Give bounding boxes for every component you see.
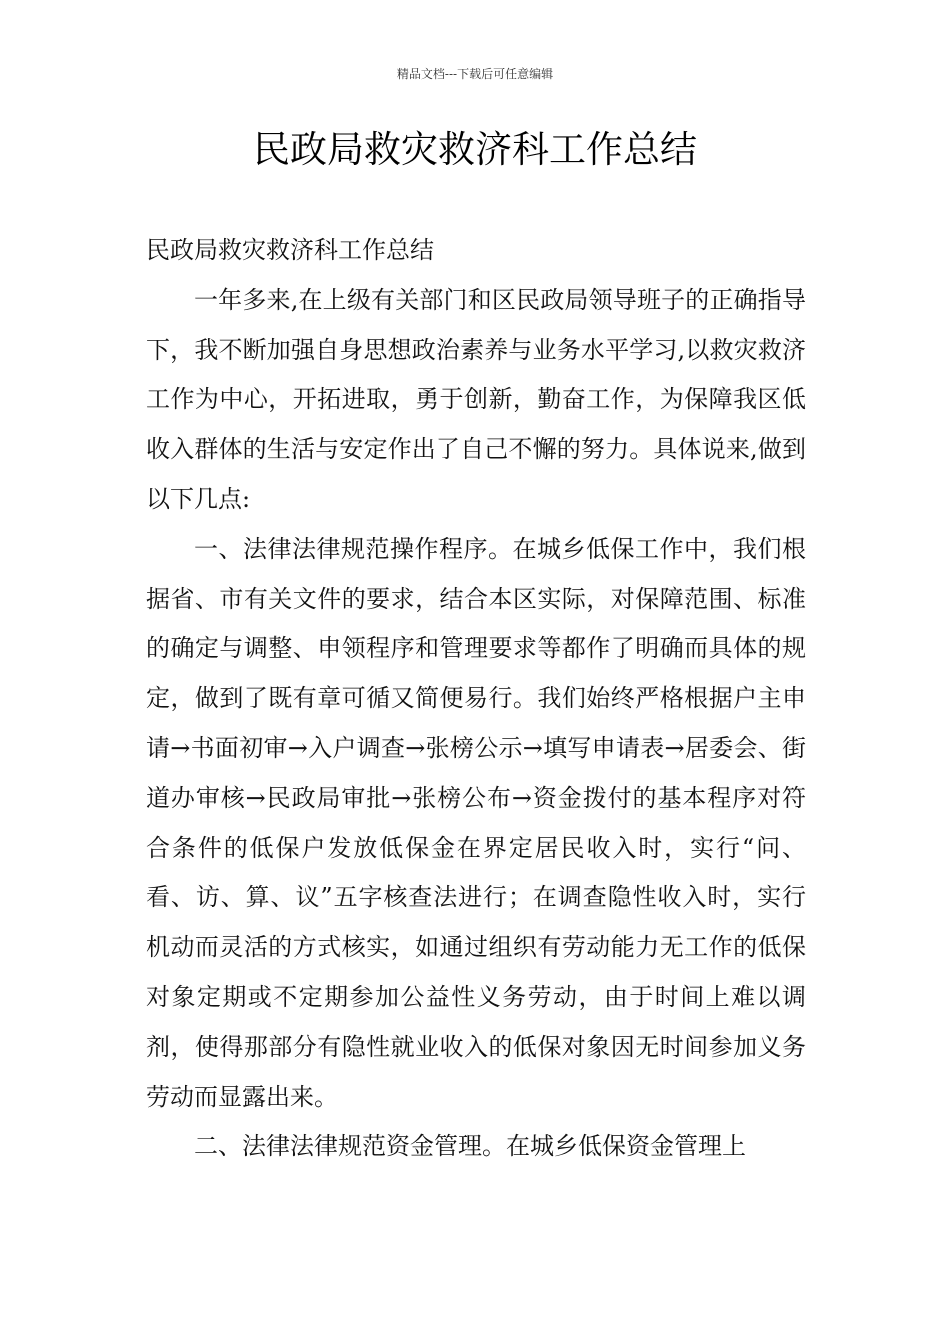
paragraph-section-one: 一、法律法律规范操作程序。在城乡低保工作中，我们根据省、市有关文件的要求，结合本区实际，对保障范围、标准的确定与调整、申领程序和管理要求等都作了明确而具体的规定，做到了既有章可循又简便易行。我们始终严格根据户主申请→书面初审→入户调查→张榜公示→填写申请表→居委会、街道办审核→民政局审批→张榜公布→资金拨付的基本程序对符合条件的低保户发放低保金在界定居民收入时，实行“问、看、访、算、议”五字核查法进行；在调查隐性收入时，实行机动而灵活的方式核实，如通过组织有劳动能力无工作的低保对象定期或不定期参加公益性义务劳动，由于时间上难以调剂，使得那部分有隐性就业收入的低保对象因无时间参加义务劳动而显露出来。	[146, 534, 806, 1111]
paragraph-subtitle: 民政局救灾救济科工作总结	[146, 236, 434, 264]
document-body	[146, 226, 806, 1172]
paragraph-intro: 一年多来,在上级有关部门和区民政局领导班子的正确指导下，我不断加强自身思想政治素养与业务水平学习,以救灾救济工作为中心，开拓进取，勇于创新，勤奋工作，为保障我区低收入群体的生活与安定作出了自己不懈的努力。具体说来,做到以下几点:	[146, 285, 806, 513]
header-note: 精品文档---下载后可任意编辑	[396, 67, 554, 81]
paragraph-section-two: 二、法律法律规范资金管理。在城乡低保资金管理上	[194, 1132, 746, 1161]
document-title: 民政局救灾救济科工作总结	[253, 128, 697, 171]
